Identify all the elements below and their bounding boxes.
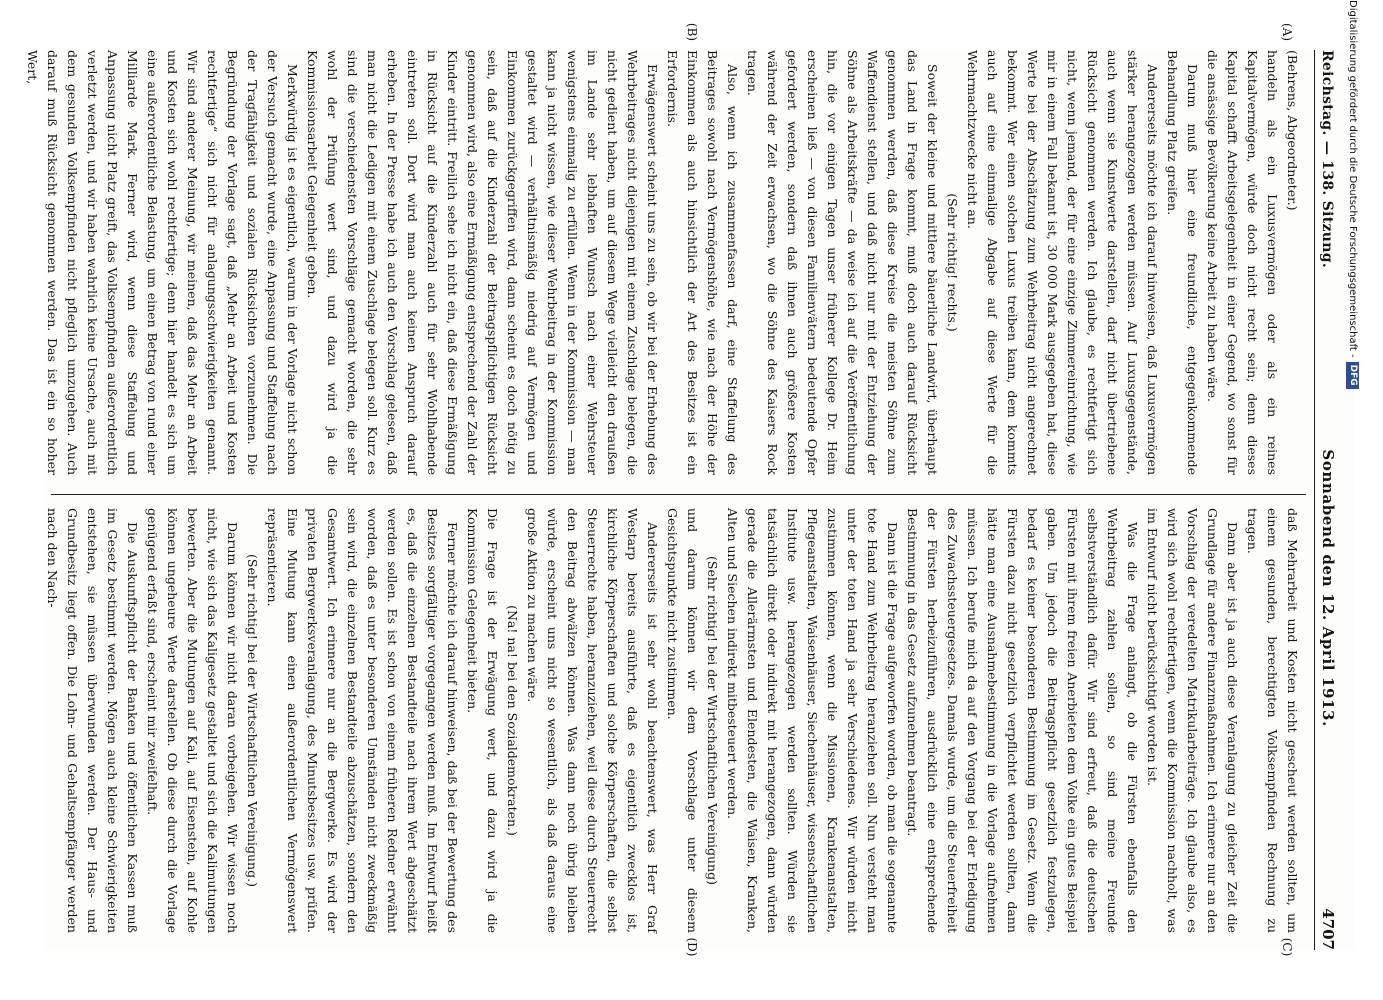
paragraph: Erwägenswert scheint uns zu sein, ob wir bei der Erhebung des Wehrbeitrages nicht diejenigen mit einem Zuschlage belegen, die nicht gedient haben, um auf diesem Wege vielleicht den draußen im Lande sehr lebhaften Wunsch nach einer Wehrsteuer wenigstens einmalig zu erfüllen. Wenn in der Kommission — man kann ja nicht wissen, wie dieser Wehrbeitrag in der Kommission gestaltet wird — verhältnismäßig niedrig auf Vermögen und Einkommen zurückgegriffen wird, dann scheint es doch nötig zu sein, daß auf die Kinderzahl der Beitragspflichtigen Rücksicht genommen wird, also eine Ermäßigung entsprechend der Zahl der Kinder eintritt. Freilich sehe ich nicht ein, daß diese Ermäßigung in Rücksicht auf die Kinderzahl auch für sehr Wohlhabende eintreten soll. Dort wird man auch keinen Anspruch darauf erheben. In der Presse habe ich auch den Vorschlag gelesen, daß man nicht die Ledigen mit einem Zuschlage belegen soll. Kurz es sind die verschiedensten Vorschläge gemacht worden, die sehr wohl der Prüfung wert sind, und dazu wird ja die Kommissionsarbeit Gelegenheit geben. — [305, 50, 660, 475]
interjection: (Sehr richtig! bei der Wirtschaftlichen Vereinigung.) — [245, 554, 260, 887]
digitization-note — [1344, 0, 1362, 1000]
margin-marker-d: (D) — [685, 937, 699, 957]
page-number: 4707 — [1319, 908, 1337, 950]
interjection: (Sehr richtig! bei der Wirtschaftlichen Vereinigung) — [705, 556, 720, 885]
left-column — [25, 50, 1302, 475]
paragraph: Merkwürdig ist es eigentlich, warum in der Vorlage nicht schon der Versuch gemacht wurde, eine Anpassung und Staffelung nach der Tragfähigkeit und sozialen Rücksichten vorzunehmen. Die Begründung der Vorlage sagt, daß „Mehr an Arbeit und Kosten rechtfertige“ sich nicht für anlagungsschwierigkeiten genannt. Wir sind anderer Meinung, wir meinen, daß das Mehr an Arbeit und Kosten sich wohl rechtfertige; denn hier handelt es sich um eine außerordentliche Belastung, um einen Betrag von rund einer Milliarde Mark. Ferner wird, wenn diese Staffelung und Anpassung nicht Platz greift, das Volksempfinden außerordentlich verletzt werden, und wir haben wahrlich keine Ursache, auch mit dem gesunden Volksempfinden nicht pfleglich umzugehen. Auch darauf muß Rücksicht genommen werden. Das ist ein so hoher Wert, — [25, 50, 300, 475]
paragraph: Andererseits möchte ich darauf hinweisen, daß Luxusvermögen stärker herangezogen werden müssen. Auf Luxusgegenstände, auch wenn sie Kunstwerte darstellen, darf nicht übertriebene Rücksicht genommen werden. Ich glaube, es rechtfertigt sich nicht, wenn jemand, der für eine einzige Zimmereinrichtung, wie mir in einem Fall bekannt ist, 30 000 Mark ausgegeben hat, diese Werte bei der Abschätzung zum Wehrbeitrag nicht angerechnet bekommt. Wer einen solchen Luxus treiben kann, dem kommts auch auf eine einmalige Abgabe auf diese Werte für die Wehrmachtzwecke nicht an. — [965, 50, 1160, 475]
page-sheet — [25, 22, 1354, 957]
paragraph: Darum können wir nicht daran vorbeigehen. Wir wissen noch nicht, wie sich das Kaligesetz gestaltet und sich die Kalimutungen bewerten. Aber die Mutungen auf Kali, auf Eisenstein, auf Kohle können ungeheure Werte darstellen. Ob diese durch die Vorlage genügend erfaßt sind, erscheint mir zweifelhaft. — [145, 508, 240, 933]
speaker-label: (Behrens, Abgeordneter.) — [1285, 50, 1300, 211]
margin-marker-c: (C) — [1280, 937, 1294, 957]
paragraph: Also, wenn ich zusammenfassen darf, eine Staffelung des Beitrages sowohl nach Vermögenshöhe, wie nach der Höhe der Einkommen als auch hinsichtlich der Art des Besitzes ist ein Erfordernis. — [665, 50, 740, 475]
paragraph: Die Auskunftspflicht der Banken und öffentlichen Kassen muß im Gesetz bestimmt werden. Mögen auch kleine Schwierigkeiten entstehen, sie müssen überwunden werden. Der Haus- und Grundbesitz liegt offen. Die Lohn- und Gehaltsempfänger werden nach den Nach- — [45, 508, 140, 933]
right-column — [45, 508, 1302, 933]
dfg-logo: DFG — [1347, 362, 1360, 389]
header-session: Reichstag. — 138. Sitzung. — [1319, 50, 1335, 269]
interjection: (Sehr richtig! rechts.) — [945, 193, 960, 332]
paragraph: handeln als ein Luxusvermögen oder als ein reines Kapitalvermögen, würde doch nicht recht sein; denn dieses Kapital schafft Arbeitsgelegenheit in einer Gegend, wo sonst für die ansässige Bevölkerung keine Arbeit zu haben wäre. — [1205, 50, 1280, 475]
column-divider — [51, 494, 1306, 495]
digitization-text: Digitalisierung gefördert durch die Deutsche Forschungsgemeinschaft - — [1347, 0, 1359, 358]
margin-marker-b: (B) — [685, 22, 699, 42]
paragraph: Dann aber ist ja auch diese Veranlagung zu gleicher Zeit die Grundlage für andere Finanzmaßnahmen. Ich erinnere nur an den Vorschlag der veredelten Matrikularbeiträge. Ich glaube also, es wird sich wohl rechtfertigen, wenn die Kommission nachholt, was im Entwurf nicht berücksichtigt worden ist. — [1145, 508, 1240, 933]
paragraph: Was die Frage anlangt, ob die Fürsten ebenfalls den Wehrbeitrag zahlen sollen, so sind meine Freunde selbstverständlich dafür. Wir sind erfreut, daß die deutschen Fürsten mit ihrem freien Anerbieten dem Volke ein gutes Beispiel gaben. Um jedoch die Beitragspflicht gesetzlich festzulegen, bedarf es keiner besonderen Bestimmung im Gesetz. Wenn die Fürsten dazu nicht gesetzlich verpflichtet werden sollten, dann hätte man eine Ausnahmebestimmung in die Vorlage aufnehmen müssen. Ich berufe mich da auf den Vorgang bei der Erledigung des Zuwachssteuergesetzes. Damals wurde, um die Steuerfreiheit der Fürsten herbeizuführen, ausdrücklich eine entsprechende Bestimmung in das Gesetz aufzunehmen beantragt. — [905, 508, 1140, 933]
interjection: (Na! na! bei den Sozialdemokraten.) — [505, 605, 520, 836]
paragraph: und darum können wir dem Vorschlage unter diesem Gesichtspunkte nicht zustimmen. — [665, 508, 700, 933]
paragraph: Andererseits ist sehr wohl beachtenswert, was Herr Graf Westarp bereits ausführte, daß es eigentlich zwecklos ist, kirchliche Körperschaften und solche Körperschaften, die selbst Steuerrechte haben, heranzuziehen, weil diese durch Steuerrecht den Beitrag abwälzen können. Was dann noch übrig bleiben würde, erscheint uns nicht so wesentlich, als daß daraus eine große Aktion zu machen wäre. — [525, 508, 660, 933]
paragraph: Darum muß hier eine freundliche, entgegenkommende Behandlung Platz greifen. — [1165, 50, 1200, 475]
paragraph: Die Frage ist der Erwägung wert, und dazu wird ja die Kommission Gelegenheit bieten. — [465, 508, 500, 933]
header-date: Sonnabend den 12. April 1913. — [1319, 449, 1337, 727]
paragraph: daß Mehrarbeit und Kosten nicht gescheut werden sollten, um einem gesunden, berechtigten Volksempfinden Rechnung zu tragen. — [1245, 508, 1300, 933]
paragraph: Ferner möchte ich darauf hinweisen, daß bei der Bewertung des Besitzes sorgfältiger vorgegangen werden muß. Im Entwurf heißt es, daß die einzelnen Bestandteile nach ihrem Wert abgeschätzt werden sollen. Es ist schon von einem früheren Redner erwähnt worden, daß es unter besonderen Umständen nicht zweckmäßig sein wird, die einzelnen Bestandteile abzuschätzen, sondern den Gesamtwert. Ich erinnere nur an die Bergwerke. Es wird der privaten Bergwerksveranlagung, des Minutsbesitzes usw. prüfen. Eine Mutung kann einen außerordentlichen Vermögenswert repräsentieren. — [265, 508, 460, 933]
margin-marker-a: (A) — [1280, 22, 1294, 42]
paragraph: Dann ist die Frage aufgeworfen worden, ob man die sogenannte tote Hand zum Wehrbeitrag heranziehen soll. Nun versteht man unter der toten Hand ja sehr Verschiedenes. Wir würden nicht zustimmen können, wenn die Missionen, Krankenanstalten, Pflegeanstalten, Waisenhäuser, Siechenhäuser, wissenschaftlichen Institute usw. herangezogen werden sollten. Würden sie tatsächlich direkt oder indirekt mit herangezogen, dann würden gerade die Allerärmsten und Elendesten, die Waisen, Kranken, Alten und Siechen indirekt mitbesteuert werden. — [725, 508, 900, 933]
paragraph: Soweit der kleine und mittlere bäuerliche Landwirt, überhaupt das Land in Frage kommt, muß doch auch darauf Rücksicht genommen werden, daß diese Kreise die meisten Söhne zum Waffendienst stellen, und daß nicht nur mit der Entziehung der Söhne als Arbeitskräfte — da weise ich auf die Veröffentlichung hin, die vor einigen Tagen unser früherer Kollege Dr. Heim erscheinen ließ — von diesen Familienvätern bedeutende Opfer gefordert werden, sondern daß ihnen auch größere Kosten während der Zeit erwachsen, wo die Söhne des Kaisers Rock tragen. — [745, 50, 940, 475]
